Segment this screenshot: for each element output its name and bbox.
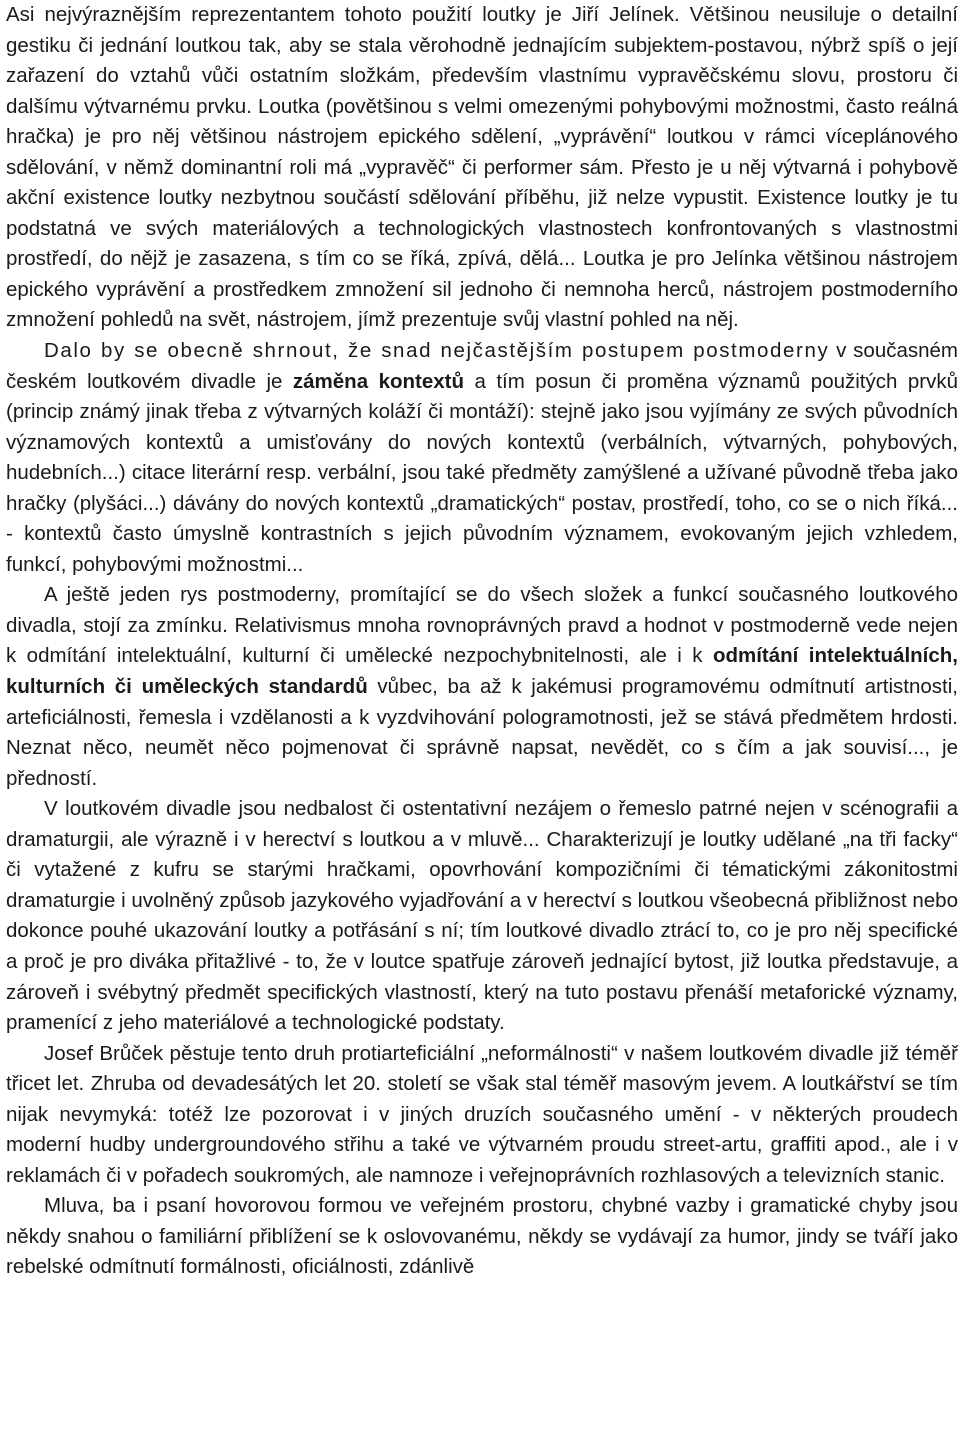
paragraph-text: Josef Brůček pěstuje tento druh protiarteficiální „neformálnosti“ v našem loutkovém divadle již téměř třicet let. Zhruba od devadesátých let 20. století se však stal téměř masovým jevem. A loutkářství se tím nijak nevymyká: totéž lze pozorovat i v jiných druzích současného umění - v některých proudech moderní hudby undergroundového střihu a také ve výtvarném proudu street-artu, graffiti apod., ale i v reklamách či v pořadech soukromých, ale namnoze i veřejnoprávních rozhlasových a televizních stanic. [6, 1041, 958, 1187]
paragraph-text: Asi nejvýraznějším reprezentantem tohoto použití loutky je Jiří Jelínek. Většinou neusiluje o detailní gestiku či jednání loutkou tak, aby se stala věrohodně jednajícím subjektem-postavou, nýbrž spíš o její zařazení do vztahů vůči ostatním složkám, především vlastnímu vypravěčskému slovu, prostoru či dalšímu výtvarnému prvku. Loutka (povětšinou s velmi omezenými pohybovými možnostmi, často reálná hračka) je pro něj většinou nástrojem epického sdělení, „vyprávění“ loutkou v rámci víceplánového sdělování, v němž dominantní roli má „vypravěč“ či performer sám. Přesto je u něj výtvarná i pohybově akční existence loutky nezbytnou součástí sdělování příběhu, již nelze vypustit. Existence loutky je tu podstatná ve svých materiálových a technologických vlastnostech konfrontovaných s vlastnostmi prostředí, do nějž je zasazena, s tím co se říká, zpívá, dělá... Loutka je pro Jelínka většinou nástrojem epického vyprávění a prostředkem zmnožení sil jednoho či nemnoha herců, nástrojem postmoderního zmnožení pohledů na svět, nástrojem, jímž prezentuje svůj vlastní pohled na něj. [6, 3, 958, 332]
paragraph-text: vůbec, ba až k jakémusi programovému odmítnutí artistnosti, arteficiálnosti, řemesla i vzdělanosti a k vyzdvihování pologramotnosti, jež se stává předmětem hrdosti. Neznat něco, neumět něco pojmenovat či správně napsat, nevědět, co s čím a jak souvisí..., je předností. [6, 675, 958, 790]
paragraph-lead-text: Dalo by se obecně shrnout, že snad nejčastějším postupem postmoderny [44, 339, 830, 363]
paragraph-text: A ještě jeden rys postmoderny, promítající se do všech složek a funkcí současného loutkového divadla, stojí za zmínku. Relativismus mnoha rovnoprávných pravd a hodnot v postmoderně vede nejen k odmítání intelektuální, kulturní či umělecké nezpochybnitelnosti, ale i k [6, 583, 958, 668]
paragraph-text: a tím posun či proměna významů použitých prvků (princip známý jinak třeba z výtvarných koláží či montáží): stejně jako jsou vyjímány ze svých původních významových kontextů a umisťovány do nových kontextů (verbálních, výtvarných, pohybových, hudebních...) citace literární resp. verbální, jsou také předměty zamýšlené a užívané původně třeba jako hračky (plyšáci...) dávány do nových kontextů „dramatických“ postav, prostředí, toho, co se o nich říká... - kontextů často úmyslně kontrastních s jejich původním významem, evokovaným jejich vzhledem, funkcí, pohybovými možnostmi... [6, 369, 959, 576]
emphasis-text: odmítání intelektuálních, kulturních či uměleckých standardů [6, 644, 958, 699]
paragraph-text: V loutkovém divadle jsou nedbalost či ostentativní nezájem o řemeslo patrné nejen v scénografii a dramaturgii, ale výrazně i v herectví s loutkou a v mluvě... Charakterizují je loutky udělané „na tři facky“ či vytažené z kufru se starými hračkami, opovrhování kompozičními či tématickými zákonitostmi dramaturgie i uvolněný způsob jazykového vyjadřování a v herectví s loutkou všeobecná přibližnost nebo dokonce pouhé ukazování loutky a potřásání s ní; tím loutkové divadlo ztrácí to, co je pro něj specifické a proč je pro diváka přitažlivé - to, že v loutce spatřuje zároveň jednající bytost, již loutka představuje, a zároveň i svébytný předmět specifických vlastností, který na tuto postavu přenáší metaforické významy, pramenící z jeho materiálové a technologické podstaty. [6, 797, 958, 1035]
paragraph-text: v současném českém loutkovém divadle je [6, 339, 959, 393]
paragraph-text: Mluva, ba i psaní hovorovou formou ve veřejném prostoru, chybné vazby i gramatické chyby jsou někdy snahou o familiární přiblížení se k oslovovanému, někdy se vydávají za humor, jindy se tváří jako rebelské odmítnutí formálnosti, oficiálnosti, zdánlivě [6, 1194, 958, 1279]
document-body [6, 0, 958, 1283]
paragraph-speech [6, 1191, 958, 1283]
paragraph-negligence [6, 794, 958, 1038]
paragraph-jelinek [6, 0, 958, 336]
paragraph-relativism [6, 580, 958, 794]
emphasis-text: záměna kontextů [292, 369, 464, 393]
paragraph-context-swap [6, 336, 958, 580]
paragraph-brucek [6, 1039, 958, 1192]
